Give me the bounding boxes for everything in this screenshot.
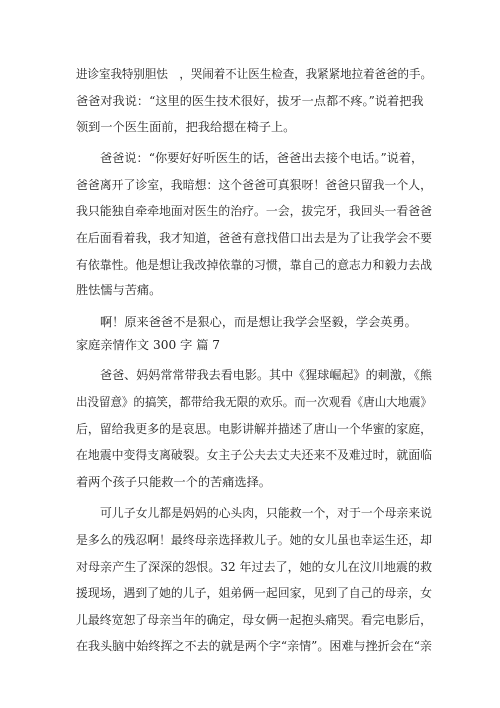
text-line: 对母亲产生了深深的怨恨。32 年过去了，她的女儿在汶川地震的救 <box>76 560 432 574</box>
text-line: 领到一个医生面前，把我给摁在椅子上。 <box>76 120 296 134</box>
text-line: 在后面看着我，我才知道，爸爸有意找借口出去是为了让我学会不要 <box>76 231 432 245</box>
text-line: 在我头脑中始终挥之不去的就是两个字“亲情”。困难与挫折会在“亲 <box>76 639 432 653</box>
text-line: 可儿子女儿都是妈妈的心头肉，只能救一个，对于一个母亲来说 <box>100 506 432 520</box>
text-line: 有依靠性。他是想让我改掉依靠的习惯，靠自己的意志力和毅力去战 <box>76 258 432 272</box>
text-line: 爸爸、妈妈常常带我去看电影。其中《猩球崛起》的刺激，《熊 <box>100 368 432 382</box>
text-line: 后，留给我更多的是哀思。电影讲解并描述了唐山一个华蜜的家庭， <box>76 422 432 436</box>
text-line: 我只能独自牵牵地面对医生的治疗。一会，拔完牙，我回头一看爸爸 <box>76 204 432 218</box>
text-line: 进诊室我特别胆怯 ，哭闹着不让医生检查，我紧紧地拉着爸爸的手。 <box>76 67 432 81</box>
section-heading: 家庭亲情作文 300 字 篇 7 <box>76 338 221 352</box>
text-line: 爸爸离开了诊室，我暗想：这个爸爸可真狠呀！爸爸只留我一个人， <box>76 178 432 192</box>
text-line: 爸爸对我说：“这里的医生技术很好，拔牙一点都不疼。”说着把我 <box>76 94 424 108</box>
text-line: 着两个孩子只能救一个的苦痛选择。 <box>76 475 271 489</box>
text-line: 援现场，遇到了她的儿子，姐弟俩一起回家，见到了自己的母亲，女 <box>76 586 432 600</box>
text-line: 儿最终宽恕了母亲当年的确定，母女俩一起抱头痛哭。看完电影后， <box>76 613 432 627</box>
text-line: 爸爸说：“你要好好听医生的话，爸爸出去接个电话。”说着， <box>100 151 424 165</box>
text-line: 胜怯懦与苦痛。 <box>76 283 162 297</box>
text-line: 啊！原来爸爸不是狠心，而是想让我学会坚毅，学会英勇。 <box>100 315 417 329</box>
text-line: 在地震中变得支离破裂。女主子公夫去丈夫还来不及难过时，就面临 <box>76 448 432 462</box>
text-line: 是多么的残忍啊！最终母亲选择救儿子。她的女儿虽也幸运生还，却 <box>76 533 432 547</box>
text-line: 出没留意》的搞笑，都带给我无限的欢乐。而一次观看《唐山大地震》 <box>76 395 432 409</box>
